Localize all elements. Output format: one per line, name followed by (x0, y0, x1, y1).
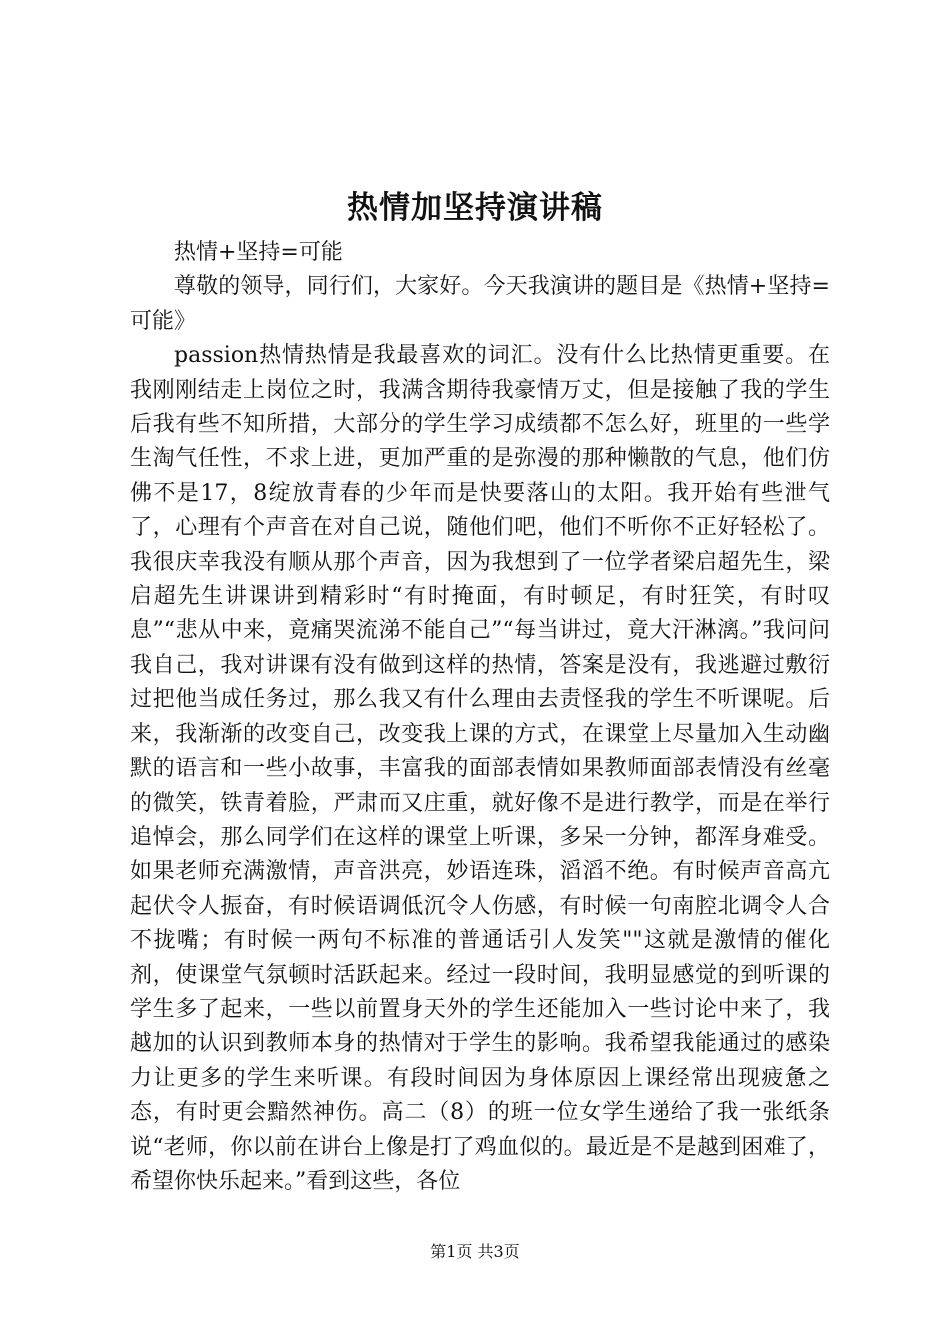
body-paragraph-main: passion热情热情是我最喜欢的词汇。没有什么比热情更重要。在我刚刚结走上岗位之时，我满含期待我豪情万丈，但是接触了我的学生后我有些不知所措，大部分的学生学习成绩都不怎么好，班里的一些学生淘气任性，不求上进，更加严重的是弥漫的那种懒散的气息，他们仿佛不是17，8绽放青春的少年而是快要落山的太阳。我开始有些泄气了，心理有个声音在对自己说，随他们吧，他们不听你不正好轻松了。我很庆幸我没有顺从那个声音，因为我想到了一位学者梁启超先生，梁启超先生讲课讲到精彩时“有时掩面，有时顿足，有时狂笑，有时叹息”“悲从中来，竟痛哭流涕不能自己”“每当讲过，竟大汗淋漓。”我问问我自己，我对讲课有没有做到这样的热情，答案是没有，我逃避过敷衍过把他当成任务过，那么我又有什么理由去责怪我的学生不听课呢。后来，我渐渐的改变自己，改变我上课的方式，在课堂上尽量加入生动幽默的语言和一些小故事，丰富我的面部表情如果教师面部表情没有丝毫的微笑，铁青着脸，严肃而又庄重，就好像不是进行教学，而是在举行追悼会，那么同学们在这样的课堂上听课，多呆一分钟，都浑身难受。如果老师充满激情，声音洪亮，妙语连珠，滔滔不绝。有时候声音高亢起伏令人振奋，有时候语调低沉令人伤感，有时候一句南腔北调令人合不拢嘴；有时候一两句不标准的普通话引人发笑""这就是激情的催化剂，使课堂气氛顿时活跃起来。经过一段时间，我明显感觉的到听课的学生多了起来，一些以前置身天外的学生还能加入一些讨论中来了，我越加的认识到教师本身的热情对于学生的影响。我希望我能通过的感染力让更多的学生来听课。有段时间因为身体原因上课经常出现疲惫之态，有时更会黯然神伤。高二（8）的班一位女学生递给了我一张纸条说“老师，你以前在讲台上像是打了鸡血似的。最近是不是越到困难了，希望你快乐起来。”看到这些，各位 (130, 343, 830, 1194)
document-title: 热情加坚持演讲稿 (347, 190, 603, 226)
body-paragraph-greeting: 尊敬的领导，同行们，大家好。今天我演讲的题目是《热情+坚持=可能》 (130, 274, 830, 334)
body-paragraph-subtitle: 热情+坚持=可能 (174, 240, 343, 265)
page-number-footer: 第1页 共3页 (430, 1242, 520, 1261)
document-body (130, 236, 830, 1199)
